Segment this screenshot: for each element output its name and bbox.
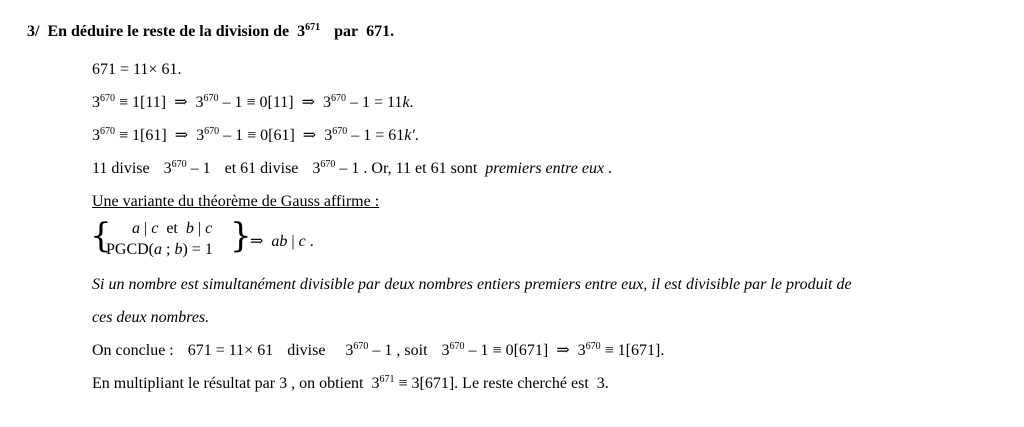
implies-arrow: ⇒ xyxy=(174,127,189,144)
base: 3 xyxy=(92,94,100,111)
base: 3 xyxy=(195,94,204,111)
theorem-statement-line-2: ces deux nombres. xyxy=(92,309,210,326)
system-line-2 xyxy=(106,240,213,260)
congruence: ≡ 1[11] xyxy=(119,94,167,111)
base: 3 xyxy=(577,342,586,359)
period: . xyxy=(305,233,314,250)
text: ≡ 3[671]. Le reste cherché est xyxy=(398,375,589,392)
equation: – 1 = 61 xyxy=(351,127,405,144)
theorem-statement-line-1: Si un nombre est simultanément divisible par deux nombres entiers premiers entre eux, il est divisible par le produit de xyxy=(92,276,852,293)
exponent: 670 xyxy=(585,341,601,352)
exponent: 670 xyxy=(332,126,348,137)
right-brace: } xyxy=(230,216,252,256)
text: divise xyxy=(287,342,326,359)
coprime-italic: premiers entre eux xyxy=(485,160,605,177)
implies-arrow: ⇒ xyxy=(302,127,317,144)
exponent: 670 xyxy=(204,126,220,137)
var-c: c xyxy=(205,220,213,237)
text: 671 = 11× 61 xyxy=(187,342,274,359)
var-a: a xyxy=(132,220,140,237)
period: . xyxy=(409,94,414,111)
congruence: – 1 ≡ 0[671] xyxy=(468,342,549,359)
heading-base: 3 xyxy=(297,23,306,40)
period: . xyxy=(414,127,419,144)
conclusion-line xyxy=(92,341,664,361)
equation: – 1 = 11 xyxy=(350,94,403,111)
var-b: b xyxy=(174,241,183,258)
period: . xyxy=(608,160,613,177)
theorem-conclusion xyxy=(250,232,314,252)
var-b: b xyxy=(185,220,194,237)
system-line-1 xyxy=(132,219,212,239)
exponent: 670 xyxy=(100,126,115,137)
exponent: 670 xyxy=(203,93,219,104)
remainder: 3. xyxy=(596,375,609,392)
text: En multipliant le résultat par 3 , on obtient xyxy=(92,375,364,392)
divides-bar: | xyxy=(144,220,152,237)
theorem-intro: Une variante du théorème de Gauss affirme : xyxy=(92,193,380,210)
divisibility-line xyxy=(92,159,612,179)
text: – 1 . Or, 11 et 61 sont xyxy=(339,160,478,177)
exponent: 670 xyxy=(353,341,369,352)
base: 3 xyxy=(371,375,380,392)
congruence: – 1 ≡ 0[11] xyxy=(222,94,294,111)
base: 3 xyxy=(163,160,172,177)
base: 3 xyxy=(323,94,331,111)
heading-divisor: 671. xyxy=(366,23,395,40)
text: 11 divise xyxy=(92,160,150,177)
sep: ; xyxy=(162,241,175,258)
base: 3 xyxy=(312,160,321,177)
text: On conclue : xyxy=(92,342,174,359)
pgcd: PGCD( xyxy=(106,241,155,258)
divides-bar: | xyxy=(287,233,299,250)
section-heading xyxy=(27,22,394,42)
base: 3 xyxy=(345,342,354,359)
var-ab: ab xyxy=(271,233,288,250)
heading-par: par xyxy=(334,23,359,40)
congruence-mod-11-line xyxy=(92,93,414,113)
text: – 1 , soit xyxy=(372,342,428,359)
heading-number: 3/ xyxy=(27,23,40,40)
text: et 61 divise xyxy=(224,160,299,177)
implies-arrow: ⇒ xyxy=(556,342,570,359)
var-c: c xyxy=(298,233,306,250)
base: 3 xyxy=(324,127,333,144)
variable-k: k xyxy=(402,94,410,111)
congruence: – 1 ≡ 0[61] xyxy=(223,127,295,144)
eq-one: ) = 1 xyxy=(182,241,213,258)
base: 3 xyxy=(196,127,205,144)
congruence: ≡ 1[61] xyxy=(119,127,167,144)
congruence-mod-61-line xyxy=(92,126,419,146)
heading-text: En déduire le reste de la division de xyxy=(47,23,290,40)
variable-k-prime: k′ xyxy=(404,127,415,144)
var-a: a xyxy=(154,241,163,258)
et: et xyxy=(166,220,178,237)
exponent: 670 xyxy=(331,93,346,104)
exponent: 670 xyxy=(100,93,115,104)
base: 3 xyxy=(92,127,100,144)
base: 3 xyxy=(441,342,450,359)
text: – 1 xyxy=(190,160,211,177)
exponent: 670 xyxy=(320,159,336,170)
exponent: 671 xyxy=(379,374,395,385)
implies-arrow: ⇒ xyxy=(174,94,188,111)
exponent: 670 xyxy=(171,159,187,170)
left-brace: { xyxy=(90,216,112,256)
congruence: ≡ 1[671]. xyxy=(604,342,665,359)
divides-bar: | xyxy=(197,220,206,237)
final-line xyxy=(92,374,609,394)
var-c: c xyxy=(151,220,159,237)
implies-arrow: ⇒ xyxy=(301,94,315,111)
factorization-line: 671 = 11× 61. xyxy=(92,61,182,78)
exponent: 670 xyxy=(449,341,465,352)
implies-arrow: ⇒ xyxy=(250,233,264,250)
heading-exponent: 671 xyxy=(305,22,321,33)
